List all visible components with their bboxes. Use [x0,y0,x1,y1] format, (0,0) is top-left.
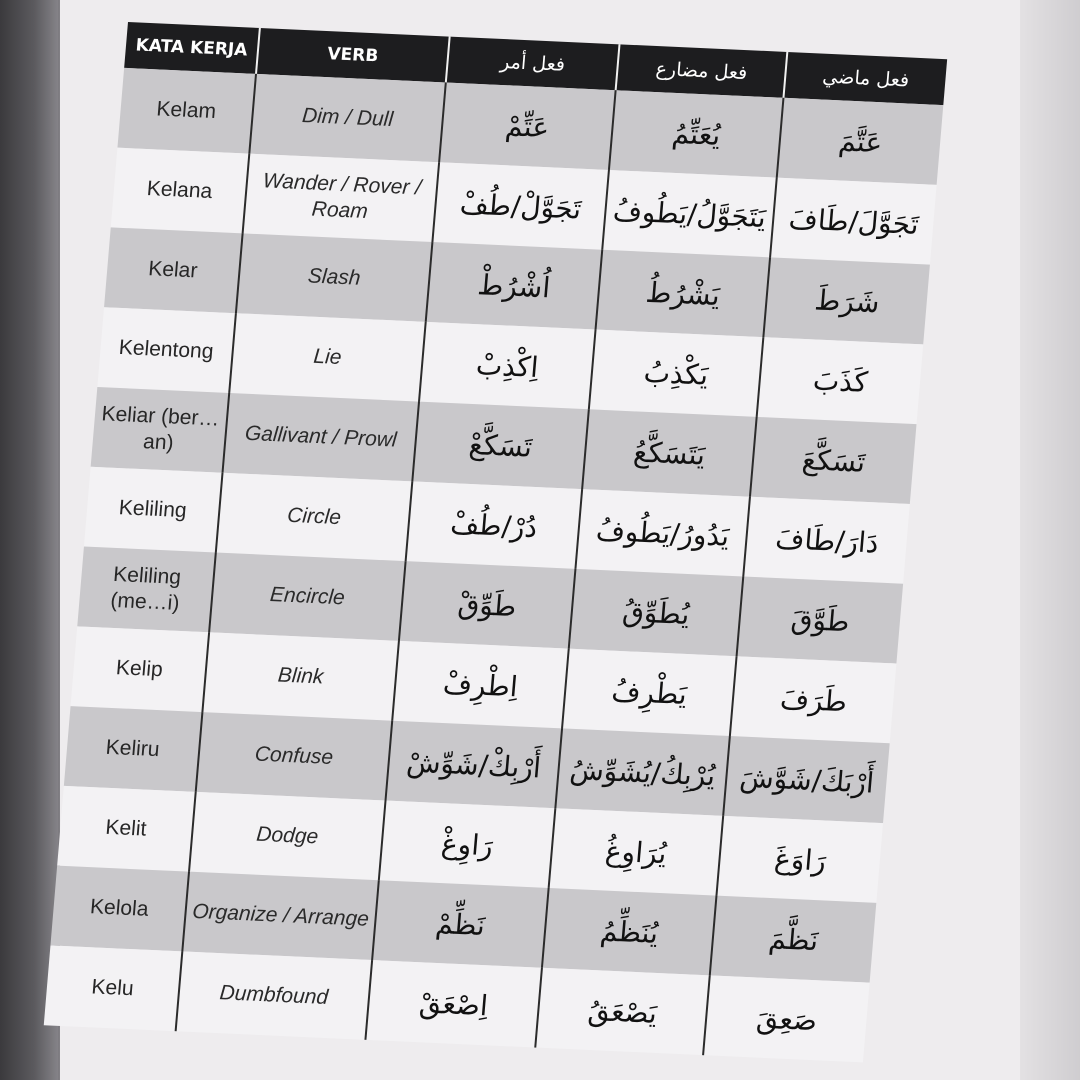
header-verb: VERB [256,28,450,82]
cell-amr: دُرْ/طُفْ [406,481,583,568]
cell-malay: Kelentong [97,307,236,393]
cell-mudari: يَشْرُطُ [596,250,771,337]
cell-madi: عَتَّمَ [777,98,944,185]
cell-madi: طَرَفَ [730,656,897,743]
cell-malay: Kelip [71,626,210,712]
vocabulary-table [44,22,947,1062]
cell-amr: تَجَوَّلْ/طُفْ [432,162,609,249]
cell-amr: اِصْعَقْ [365,960,542,1047]
table-body [44,68,944,1063]
cell-madi: صَعِقَ [703,975,870,1062]
cell-amr: طَوِّقْ [399,561,576,648]
cell-mudari: يَطْرِفُ [562,649,737,736]
cell-madi: رَاوَغَ [716,816,883,903]
cell-amr: رَاوِغْ [379,800,556,887]
header-kata-kerja: KATA KERJA [124,22,260,74]
vocabulary-table-wrapper [44,22,947,1062]
header-fiil-amr: فعل أمر [446,37,620,91]
cell-mudari: يَكْذِبُ [589,330,764,417]
cell-mudari: يُنَظِّمُ [542,888,717,975]
cell-madi: شَرَطَ [763,257,930,344]
cell-mudari: يُعَتِّمُ [609,90,784,177]
cell-mudari: يُرَاوِغُ [549,808,724,895]
cell-english: Wander / Rover / Roam [243,154,440,242]
header-fiil-madi: فعل ماضي [783,52,947,105]
cell-mudari: يُطَوِّقُ [569,569,744,656]
cell-madi: كَذَبَ [757,337,924,424]
cell-amr: نَظِّمْ [372,880,549,967]
cell-malay: Kelola [50,866,189,952]
cell-english: Confuse [196,712,393,800]
cell-mudari: يَتَجَوَّلُ/يَطُوفُ [602,170,777,257]
cell-english: Circle [216,473,413,561]
cell-english: Lie [229,313,426,401]
cell-mudari: يَصْعَقُ [535,968,710,1055]
cell-malay: Keliar (ber… an) [91,387,230,473]
cell-english: Dim / Dull [249,74,446,162]
header-fiil-mudari: فعل مضارع [616,44,788,97]
cell-amr: تَسَكَّعْ [412,402,589,489]
cell-madi: تَسَكَّعَ [750,417,917,504]
page-edge [1020,0,1080,1080]
cell-mudari: يُرْبِكُ/يُشَوِّشُ [555,728,730,815]
cell-amr: عَتِّمْ [439,82,616,169]
cell-malay: Kelana [111,148,250,234]
cell-malay: Keliling [84,467,223,553]
cell-malay: Kelam [117,68,256,154]
cell-mudari: يَتَسَكَّعُ [582,409,757,496]
cell-madi: تَجَوَّلَ/طَافَ [770,178,937,265]
cell-english: Slash [236,233,433,321]
cell-amr: اِكْذِبْ [419,322,596,409]
cell-english: Gallivant / Prowl [223,393,420,481]
cell-malay: Keliru [64,706,203,792]
cell-english: Blink [202,632,399,720]
cell-english: Organize / Arrange [182,872,379,960]
cell-mudari: يَدُورُ/يَطُوفُ [575,489,750,576]
cell-english: Encircle [209,553,406,641]
cell-malay: Keliling (me…i) [77,547,216,633]
cell-madi: نَظَّمَ [710,896,877,983]
cell-malay: Kelit [57,786,196,872]
cell-english: Dumbfound [176,951,373,1039]
cell-malay: Kelu [44,945,183,1031]
cell-amr: اِطْرِفْ [392,641,569,728]
cell-madi: أَرْبَكَ/شَوَّشَ [723,736,890,823]
cell-amr: اُشْرُطْ [426,242,603,329]
cell-madi: دَارَ/طَافَ [743,497,910,584]
cell-english: Dodge [189,792,386,880]
cell-madi: طَوَّقَ [737,576,904,663]
cell-malay: Kelar [104,227,243,313]
cell-amr: أَرْبِكْ/شَوِّشْ [386,721,563,808]
